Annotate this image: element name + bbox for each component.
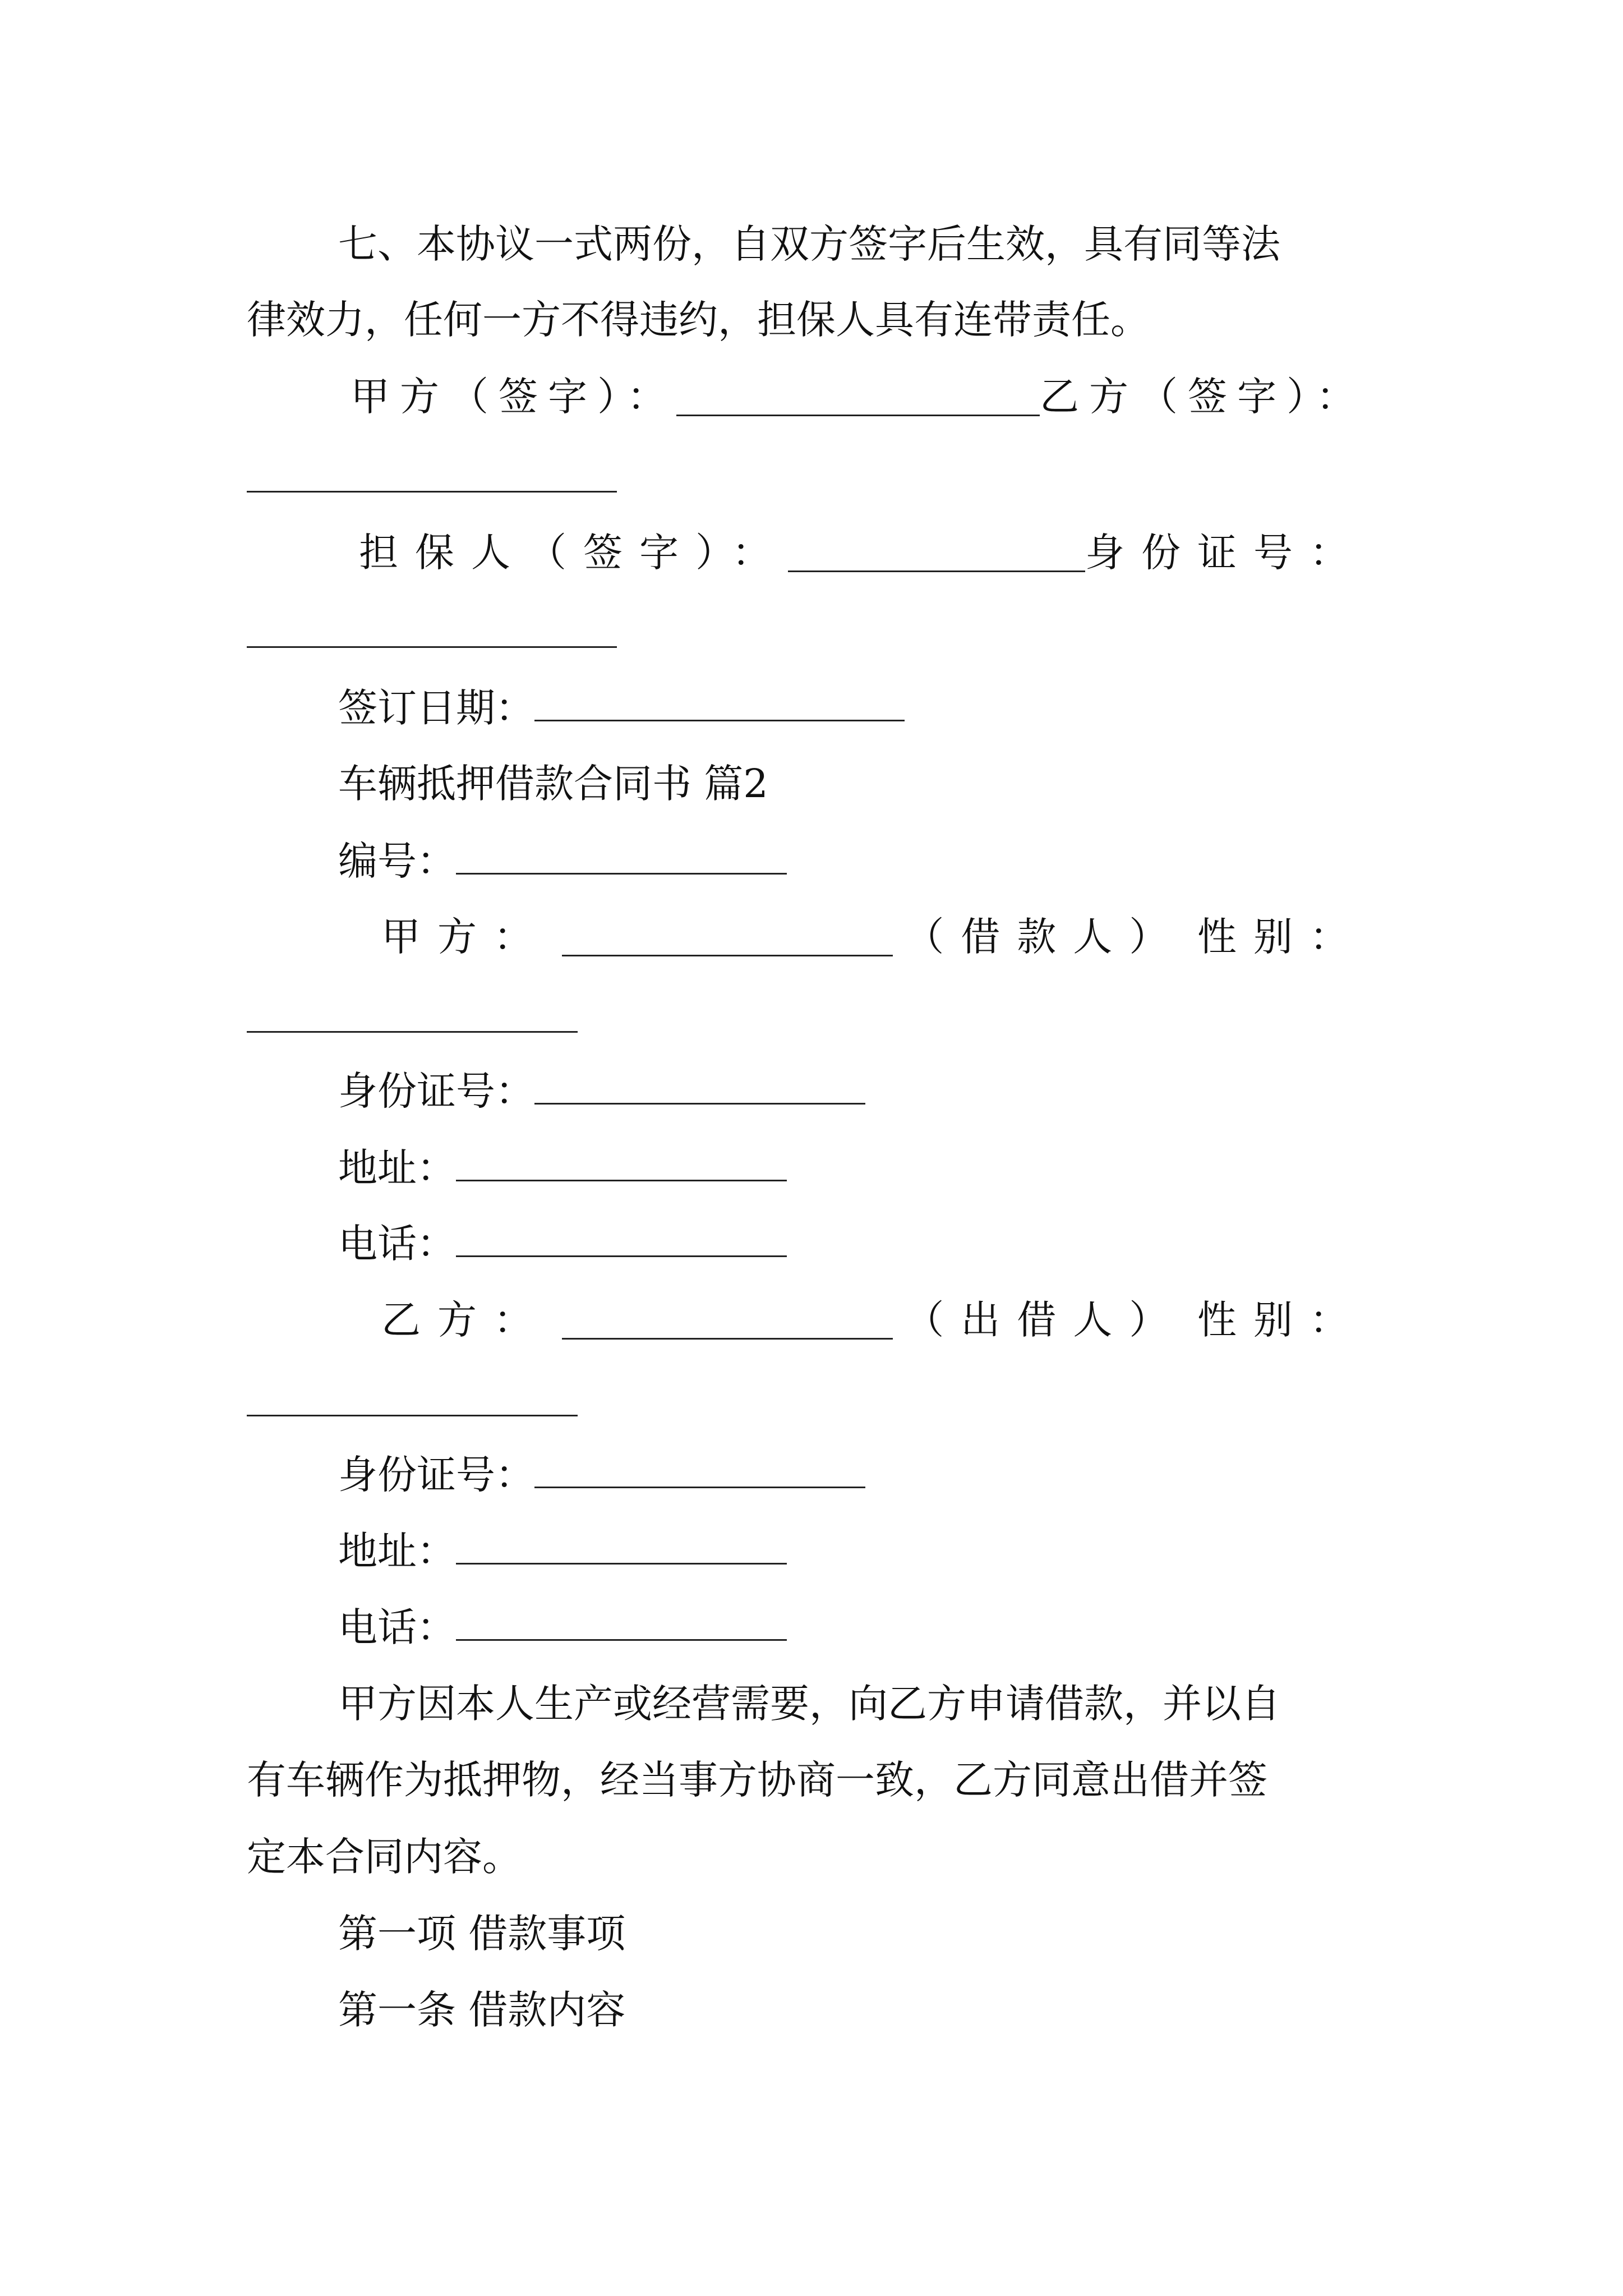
party-a-gender-blank (247, 1031, 578, 1033)
guarantor-signature-label: 担保人（签字）： (359, 530, 788, 576)
party-a-address-row (338, 1145, 787, 1191)
party-a-row (381, 914, 1366, 960)
signature-row-guarantor (359, 530, 1366, 576)
party-b-phone-row (338, 1604, 787, 1650)
guarantor-signature-blank (788, 538, 1085, 572)
party-b-gender-blank (247, 1415, 578, 1416)
clause-7-line-2: 律效力，任何一方不得违约，担保人具有连带责任。 (247, 297, 1150, 343)
preamble-line-2: 有车辆作为抵押物，经当事方协商一致，乙方同意出借并签 (247, 1757, 1267, 1803)
contract-number-blank (456, 840, 787, 875)
party-b-row (381, 1297, 1366, 1343)
party-a-signature-label: 甲方（签字）： (351, 374, 676, 420)
guarantor-id-blank (247, 646, 617, 648)
clause-7-line-1: 七、本协议一式两份，自双方签字后生效，具有同等法 (338, 221, 1280, 267)
party-b-id-row (338, 1452, 865, 1498)
party-b-phone-blank (456, 1607, 787, 1641)
party-b-signature-blank (247, 491, 617, 493)
party-a-id-blank (534, 1070, 865, 1105)
party-b-address-blank (456, 1530, 787, 1565)
party-a-name-blank (562, 922, 893, 956)
party-a-signature-blank (676, 382, 1040, 416)
party-b-gender-label: 性别： (1197, 1297, 1366, 1343)
contract-number-label: 编号： (338, 838, 456, 884)
party-a-gender-label: 性别： (1197, 914, 1366, 960)
party-b-signature-label: 乙方（签字）： (1040, 374, 1366, 420)
article-1-title: 第一条 借款内容 (338, 1987, 626, 2033)
party-b-address-row (338, 1528, 787, 1574)
section-1-title: 第一项 借款事项 (338, 1911, 626, 1957)
party-a-id-label: 身份证号： (338, 1068, 534, 1114)
party-b-address-label: 地址： (338, 1528, 456, 1574)
guarantor-id-label: 身份证号： (1085, 530, 1366, 576)
party-a-address-label: 地址： (338, 1145, 456, 1191)
sign-date-label: 签订日期： (338, 685, 534, 731)
contract-number-row (338, 838, 787, 884)
party-b-phone-label: 电话： (338, 1604, 456, 1650)
party-b-label: 乙方： (381, 1297, 550, 1343)
party-b-role: （出借人） (905, 1297, 1186, 1343)
party-a-phone-label: 电话： (338, 1221, 456, 1267)
party-a-address-blank (456, 1147, 787, 1181)
party-a-label: 甲方： (381, 914, 550, 960)
party-b-id-label: 身份证号： (338, 1452, 534, 1498)
sign-date-blank (534, 687, 905, 721)
party-b-id-blank (534, 1454, 865, 1488)
party-a-phone-row (338, 1221, 787, 1267)
preamble-line-1: 甲方因本人生产或经营需要，向乙方申请借款，并以自 (338, 1681, 1280, 1727)
contract-2-title: 车辆抵押借款合同书 篇2 (338, 761, 768, 807)
preamble-line-3: 定本合同内容。 (247, 1834, 522, 1880)
signature-row-parties (351, 374, 1366, 420)
party-a-phone-blank (456, 1223, 787, 1257)
sign-date-row (338, 685, 905, 731)
party-b-name-blank (562, 1305, 893, 1340)
party-a-id-row (338, 1068, 865, 1114)
party-a-role: （借款人） (905, 914, 1186, 960)
